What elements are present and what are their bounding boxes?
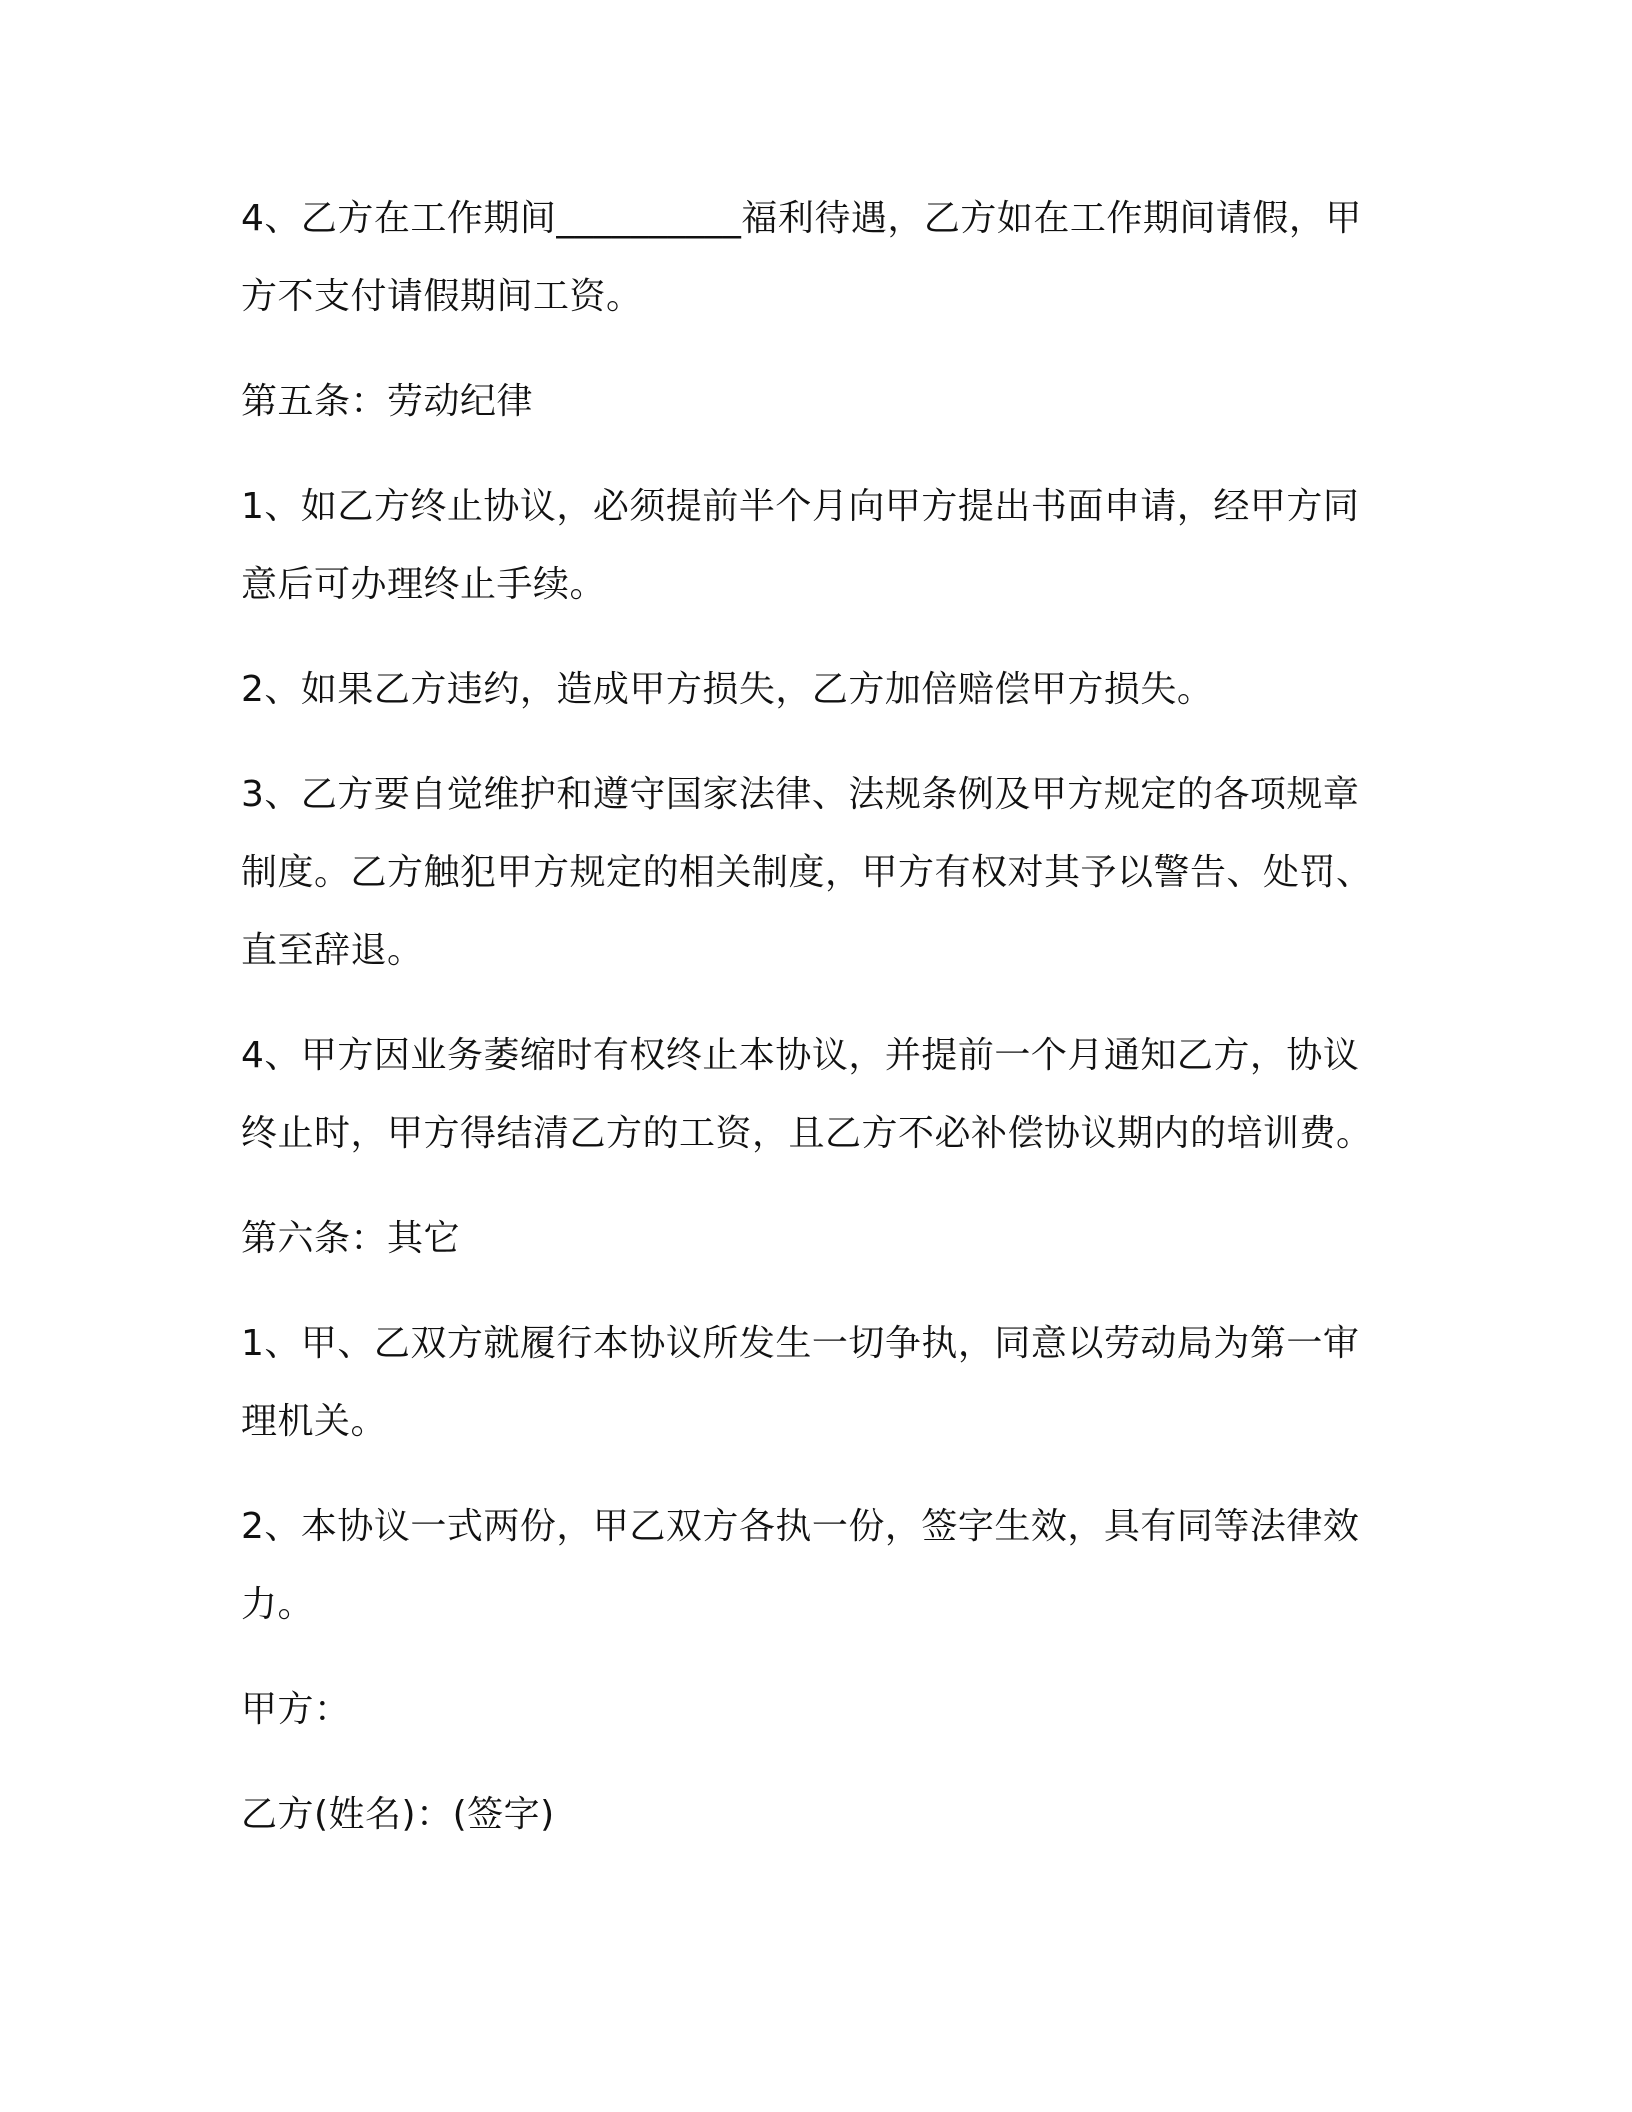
document-page: [241, 180, 1391, 1854]
article-6-heading: 第六条：其它: [241, 1218, 461, 1259]
article-6-item-2: 2、本协议一式两份，甲乙双方各执一份，签字生效，具有同等法律效力。: [241, 1506, 1360, 1625]
article-5-item-3: 3、乙方要自觉维护和遵守国家法律、法规条例及甲方规定的各项规章制度。乙方触犯甲方规定的相关制度，甲方有权对其予以警告、处罚、直至辞退。: [241, 774, 1373, 971]
clause-4-welfare: 4、乙方在工作期间__________福利待遇，乙方如在工作期间请假，甲方不支付请假期间工资。: [241, 198, 1362, 317]
article-5-item-4: 4、甲方因业务萎缩时有权终止本协议，并提前一个月通知乙方，协议终止时，甲方得结清乙方的工资，且乙方不必补偿协议期内的培训费。: [241, 1035, 1373, 1154]
article-5-heading: 第五条：劳动纪律: [241, 381, 534, 422]
party-b-signature-line: 乙方(姓名)：(签字): [241, 1794, 555, 1835]
article-5-item-1: 1、如乙方终止协议，必须提前半个月向甲方提出书面申请，经甲方同意后可办理终止手续。: [241, 486, 1360, 605]
article-5-item-2: 2、如果乙方违约，造成甲方损失，乙方加倍赔偿甲方损失。: [241, 669, 1214, 710]
party-a-signature-line: 甲方：: [241, 1689, 351, 1730]
article-6-item-1: 1、甲、乙双方就履行本协议所发生一切争执，同意以劳动局为第一审理机关。: [241, 1323, 1360, 1442]
